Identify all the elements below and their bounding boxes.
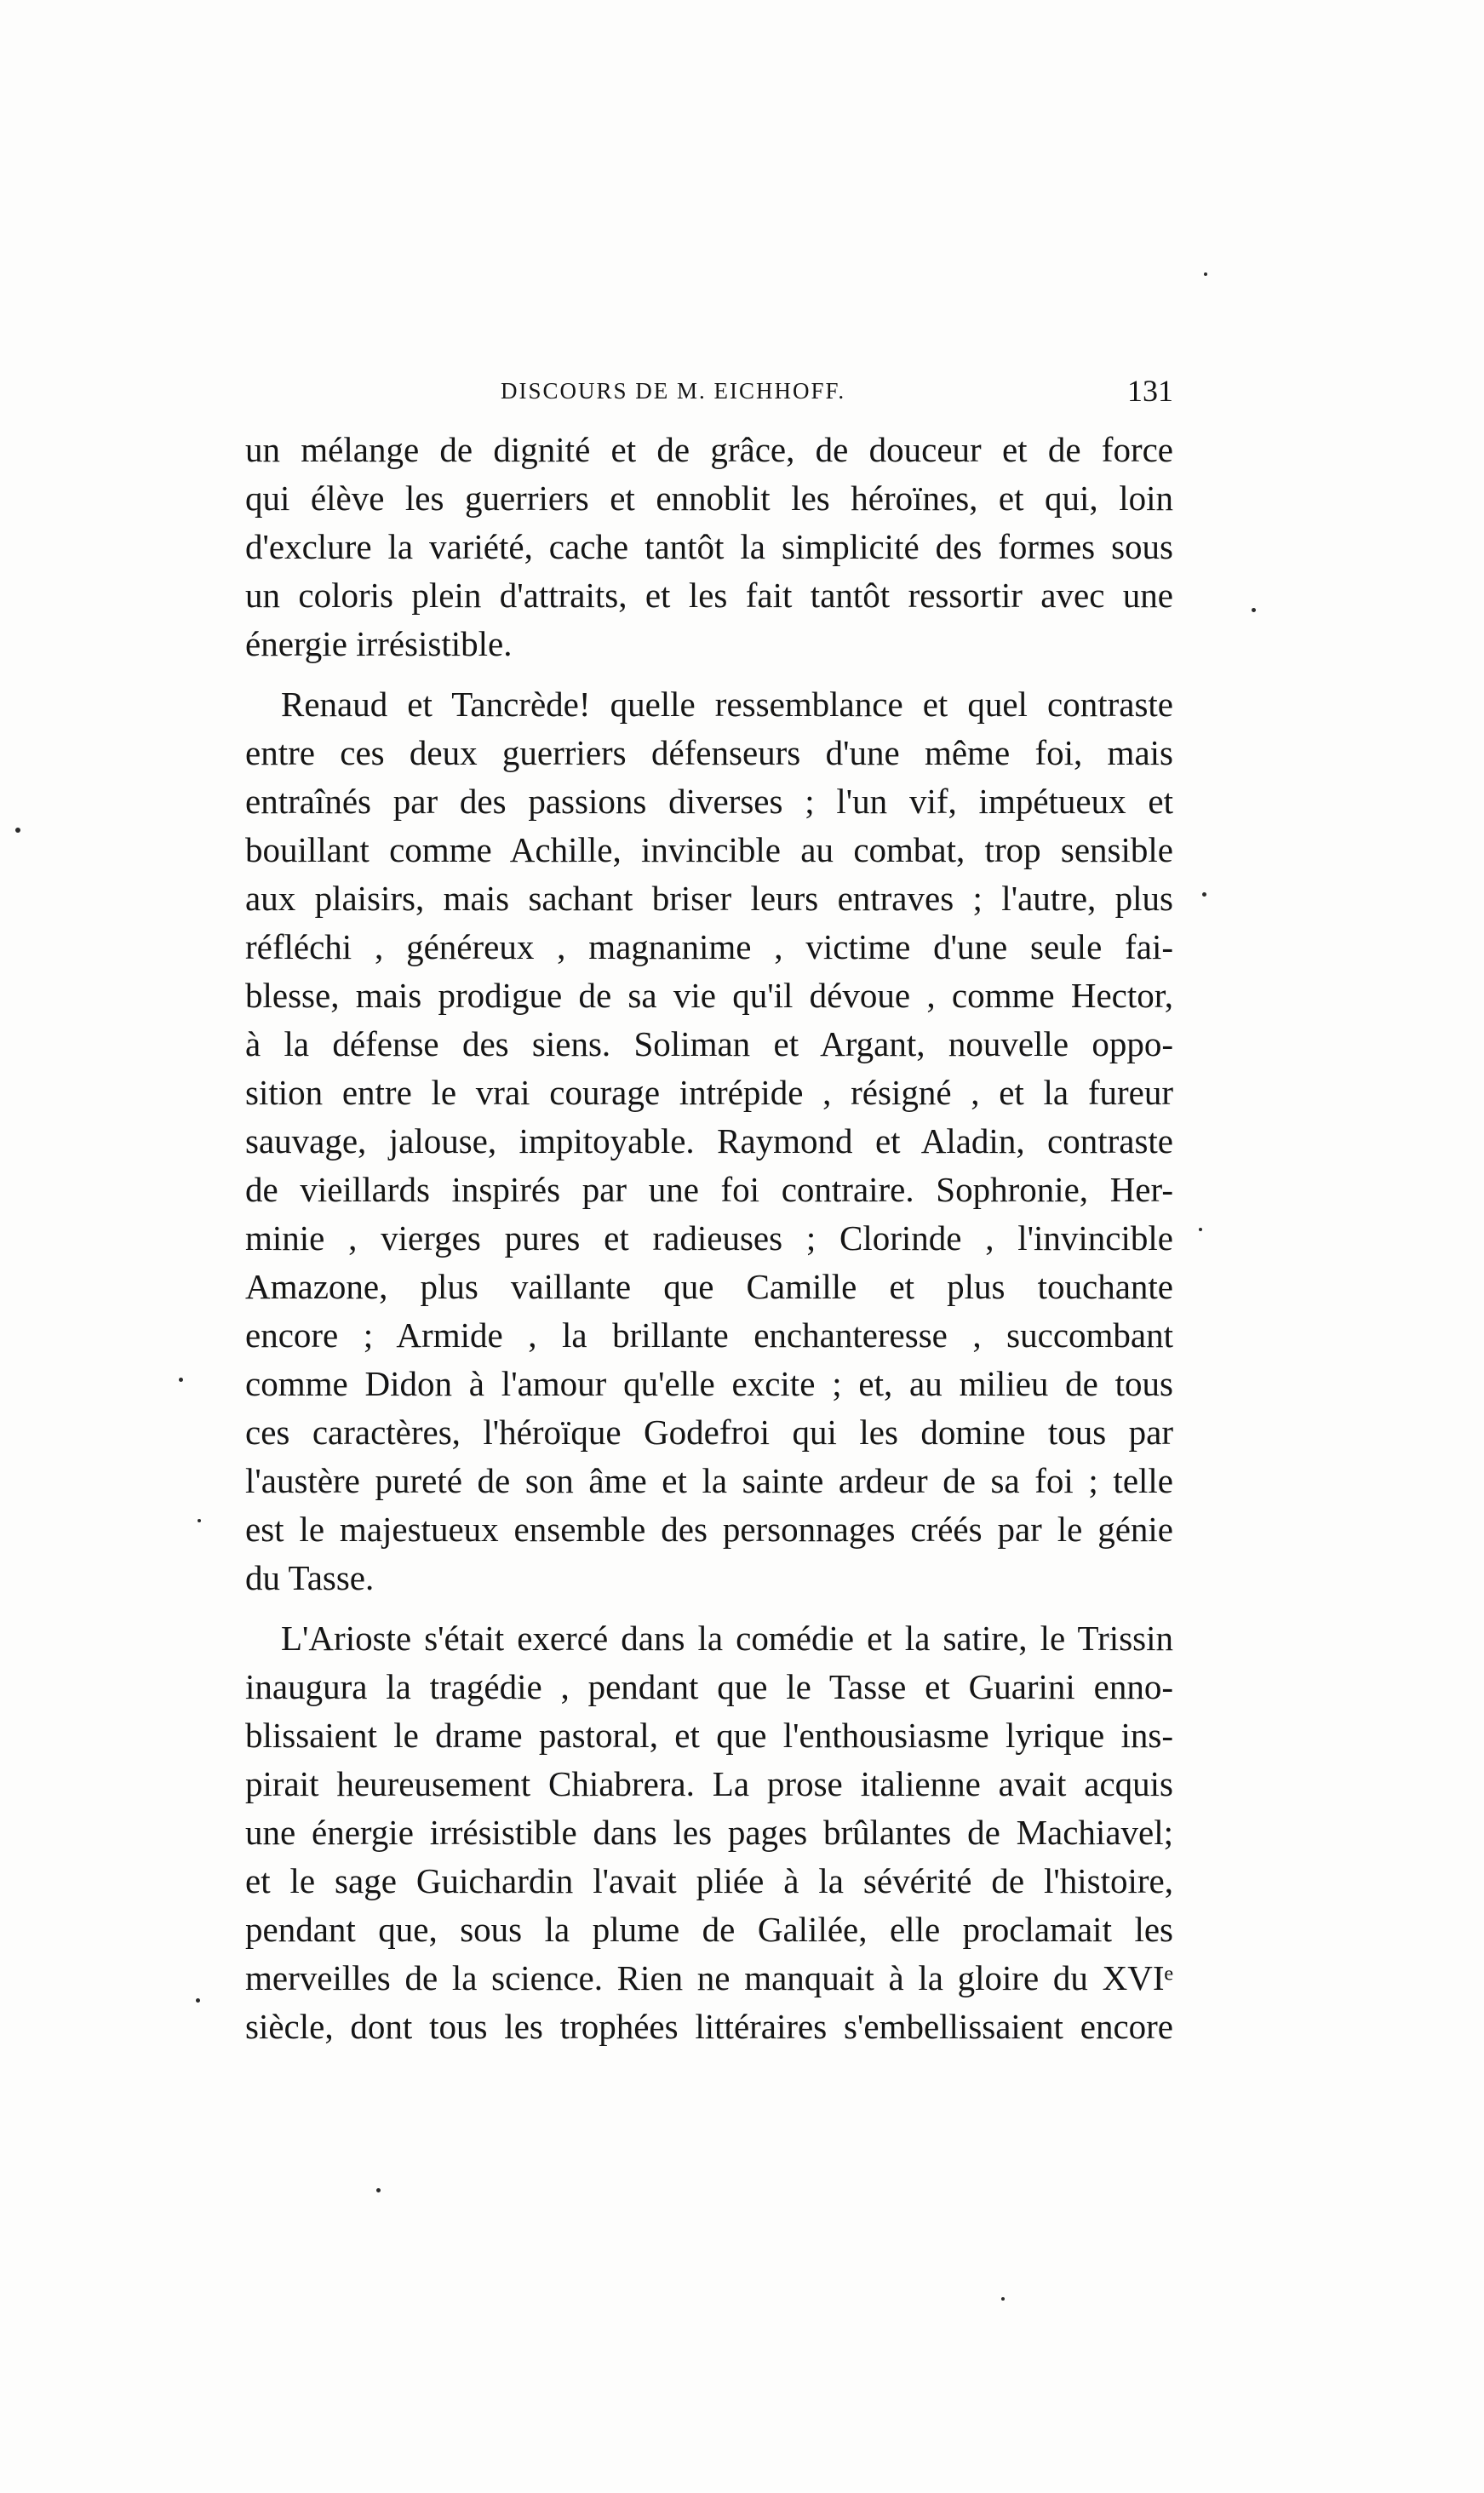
- text-line: et le sage Guichardin l'avait pliée à la sévérité de l'histoire,: [245, 1861, 1173, 1900]
- text-line: comme Didon à l'amour qu'elle excite ; et, au milieu de tous: [245, 1364, 1173, 1403]
- scan-speck: [1202, 892, 1206, 897]
- text-line: un mélange de dignité et de grâce, de douceur et de force: [245, 430, 1173, 469]
- text-line: qui élève les guerriers et ennoblit les héroïnes, et qui, loin: [245, 479, 1173, 518]
- text-line: encore ; Armide , la brillante enchanteresse , succombant: [245, 1315, 1173, 1355]
- text-line: siècle, dont tous les trophées littéraires s'embellissaient encore: [245, 2007, 1173, 2046]
- text-line: réfléchi , généreux , magnanime , victime d'une seule fai-: [245, 927, 1173, 966]
- scan-speck: [196, 1998, 200, 2003]
- text-line: aux plaisirs, mais sachant briser leurs entraves ; l'autre, plus: [245, 879, 1173, 918]
- text-line: pendant que, sous la plume de Galilée, elle proclamait les: [245, 1910, 1173, 1949]
- text-line: sauvage, jalouse, impitoyable. Raymond et Aladin, contraste: [245, 1121, 1173, 1161]
- text-line: une énergie irrésistible dans les pages brûlantes de Machiavel;: [245, 1813, 1173, 1852]
- text-line: Renaud et Tancrède! quelle ressemblance et quel contraste: [281, 685, 1173, 724]
- text-line: ces caractères, l'héroïque Godefroi qui les domine tous par: [245, 1413, 1173, 1452]
- text-line: blesse, mais prodigue de sa vie qu'il dévoue , comme Hector,: [245, 976, 1173, 1015]
- text-line: énergie irrésistible.: [245, 624, 513, 663]
- text-line: est le majestueux ensemble des personnages créés par le génie: [245, 1510, 1173, 1549]
- text-line: merveilles de la science. Rien ne manquait à la gloire du XVIᵉ: [245, 1958, 1173, 1997]
- running-head: [245, 373, 1173, 416]
- scan-speck: [1199, 1228, 1202, 1231]
- page-number: 131: [1127, 374, 1173, 408]
- text-line: minie , vierges pures et radieuses ; Clorinde , l'invincible: [245, 1218, 1173, 1258]
- text-line: de vieillards inspirés par une foi contraire. Sophronie, Her-: [245, 1170, 1173, 1209]
- scan-speck: [1204, 272, 1207, 276]
- running-title: DISCOURS DE M. EICHHOFF.: [501, 378, 846, 404]
- text-line: d'exclure la variété, cache tantôt la simplicité des formes sous: [245, 527, 1173, 566]
- text-line: bouillant comme Achille, invincible au combat, trop sensible: [245, 830, 1173, 869]
- text-line: entre ces deux guerriers défenseurs d'une même foi, mais: [245, 733, 1173, 772]
- text-line: Amazone, plus vaillante que Camille et plus touchante: [245, 1267, 1173, 1306]
- body-text: [245, 426, 1173, 2051]
- text-line: l'austère pureté de son âme et la sainte ardeur de sa foi ; telle: [245, 1461, 1173, 1500]
- scan-speck: [1001, 2297, 1005, 2301]
- text-line: du Tasse.: [245, 1558, 375, 1597]
- text-line: inaugura la tragédie , pendant que le Tasse et Guarini enno-: [245, 1667, 1173, 1706]
- text-line: un coloris plein d'attraits, et les fait tantôt ressortir avec une: [245, 576, 1173, 615]
- scan-speck: [1252, 608, 1256, 612]
- scan-speck: [15, 828, 20, 833]
- text-line: entraînés par des passions diverses ; l'un vif, impétueux et: [245, 782, 1173, 821]
- scan-speck: [376, 2188, 381, 2192]
- scan-speck: [198, 1519, 201, 1522]
- text-line: pirait heureusement Chiabrera. La prose italienne avait acquis: [245, 1764, 1173, 1803]
- text-line: à la défense des siens. Soliman et Argant, nouvelle oppo-: [245, 1024, 1173, 1063]
- scan-speck: [179, 1378, 183, 1382]
- text-line: sition entre le vrai courage intrépide , résigné , et la fureur: [245, 1073, 1173, 1112]
- text-line: blissaient le drame pastoral, et que l'enthousiasme lyrique ins-: [245, 1716, 1173, 1755]
- text-line: L'Arioste s'était exercé dans la comédie et la satire, le Trissin: [281, 1619, 1173, 1658]
